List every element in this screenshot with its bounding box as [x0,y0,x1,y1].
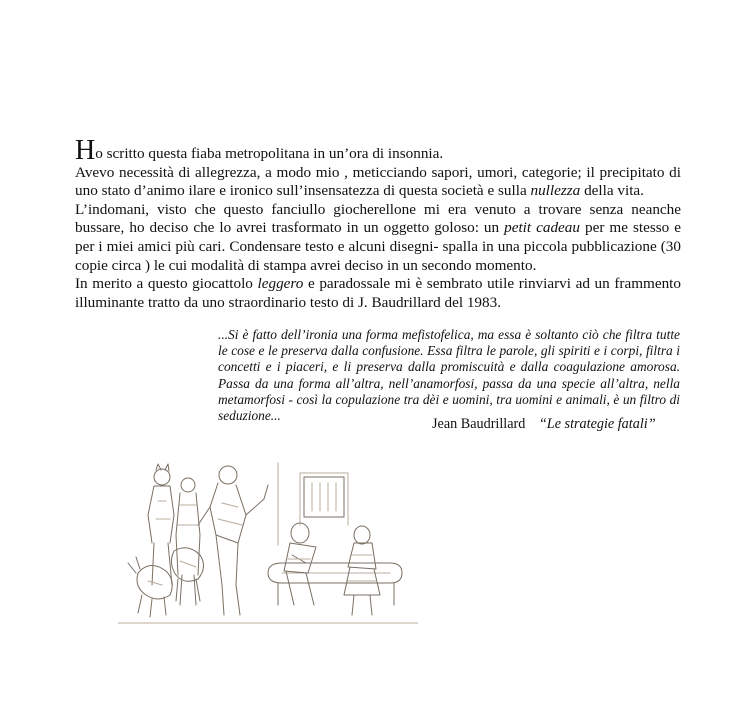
pencil-sketch-illustration [118,455,418,630]
sketch-tall-figure [176,478,200,605]
intro-paragraph-4 [75,275,681,312]
sketch-bending-man [198,466,268,615]
quote-attribution [432,416,692,433]
intro-p4-text-b: e paradossale mi è sembrato utile rinviarvi ad un frammento illuminante tratto da uno straordinario testo di J. Baudrillard del 1983. [75,275,681,311]
intro-p3-text-b: per me stesso e per i miei amici più cari. Condensare testo e alcuni disegni- spalla in una piccola pubblicazione (30 copie circa ) le cui modalità di stampa avrei deciso in un secondo momento. [75,219,681,274]
sketch-bench [268,563,402,605]
intro-paragraph-1 [75,135,681,166]
sketch-seated-woman [344,526,380,615]
sketch-cat-headed-figure [148,464,174,585]
sketch-doorway [278,463,348,545]
intro-p3-emphasis: petit cadeau [504,219,580,237]
intro-p4-emphasis: leggero [257,275,304,293]
drop-cap: H [75,135,96,166]
baudrillard-quote [218,327,680,424]
intro-p2-text-b: della vita. [580,182,644,200]
intro-p1-text: o scritto questa fiaba metropolitana in un’ora di insonnia. [95,145,444,162]
sketch-dogs [128,548,204,617]
quote-text: ...Si è fatto dell’ironia una forma mefistofelica, ma essa è soltanto ciò che filtra tutte le cose e le preserva dalla confusione. Essa filtra le parole, gli spiriti e i corpi, filtra i concetti e i piaceri, e li preserva dalla promiscuità e dalla coagulazione amorosa. Passa da una forma all’altra, nell’anamorfosi, passa da una specie all’altra, nella metamorfosi - così la copulazione tra dèi e uomini, tra uomini e animali, è un filtro di seduzione... [218,327,680,424]
intro-text [75,135,681,312]
sketch-seated-man [284,523,316,605]
intro-p2-text-a: Avevo necessità di allegrezza, a modo mio , meticciando sapori, umori, categorie; il precipitato di uno stato d’animo ilare e ironico sull’insensatezza di questa società e sulla [75,163,681,200]
intro-paragraph-2 [75,164,681,201]
quote-author: Jean Baudrillard [432,416,526,432]
intro-p2-emphasis: nullezza [530,182,581,200]
intro-p3-text-a: L’indomani, visto che questo fanciullo giocherellone mi era venuto a trovare senza neanche bussare, ho deciso che lo avrei trasformato in un oggetto goloso: un [75,200,681,237]
intro-paragraph-3 [75,201,681,275]
quote-source-title: “Le strategie fatali” [538,416,656,432]
intro-p4-text-a: In merito a questo giocattolo [75,275,258,293]
